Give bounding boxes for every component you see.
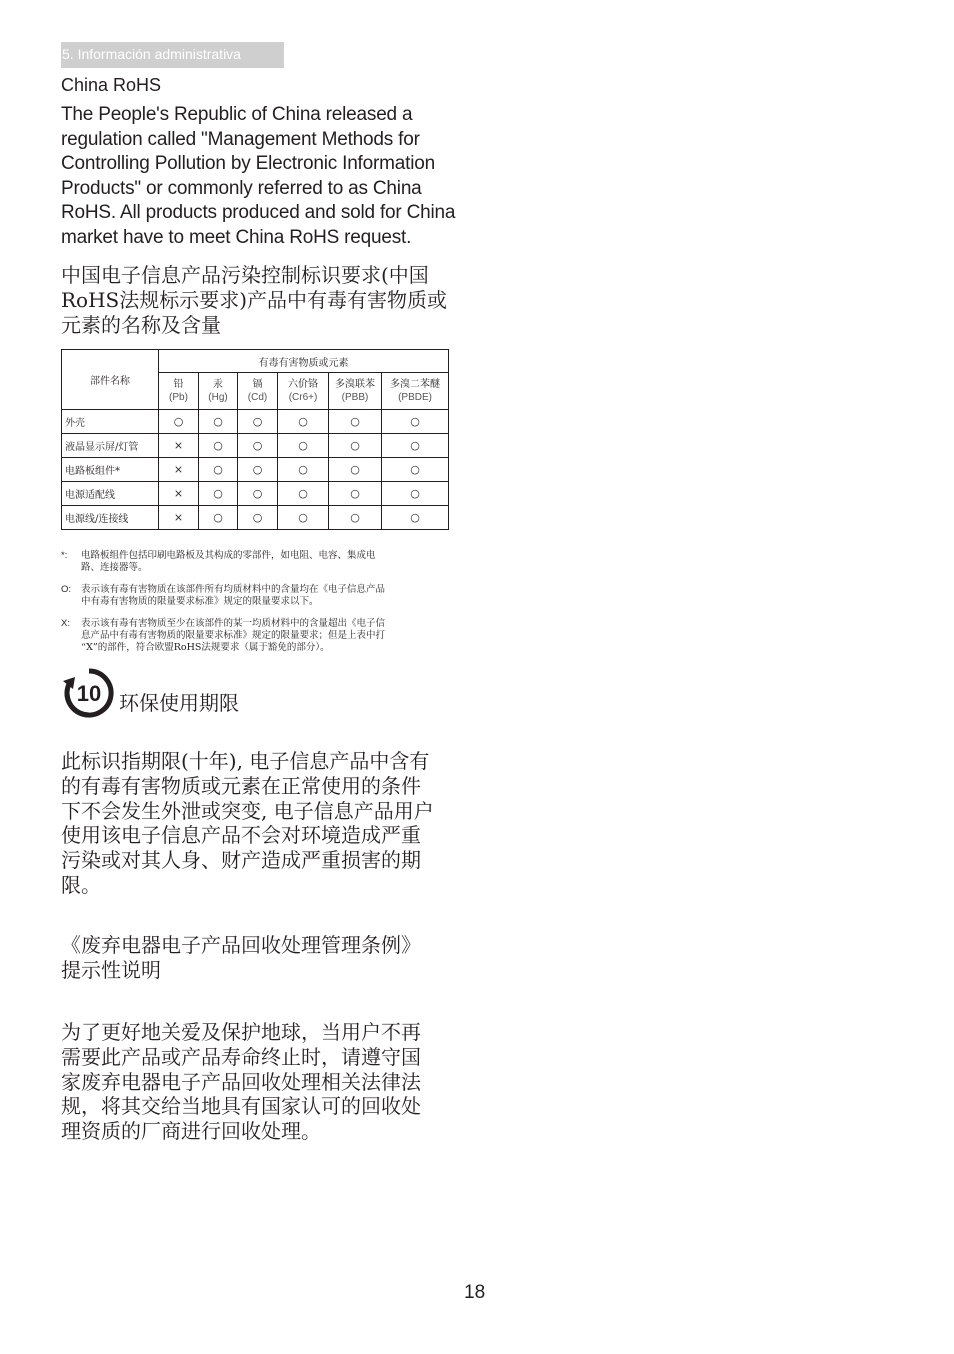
efup-logo bbox=[61, 667, 117, 719]
table-row bbox=[62, 482, 449, 506]
mark-cell: ○ bbox=[278, 434, 329, 458]
column-header bbox=[238, 373, 278, 410]
substance-name: 多溴联苯 bbox=[335, 379, 375, 390]
mark-cell: ○ bbox=[238, 458, 278, 482]
para-line: 此标识指期限(十年), 电子信息产品中含有 bbox=[61, 749, 430, 773]
para-line: 需要此产品或产品寿命终止时，请遵守国 bbox=[61, 1044, 421, 1069]
mark-cell: × bbox=[159, 458, 199, 482]
mark-cell: ○ bbox=[382, 458, 449, 482]
note-asterisk bbox=[61, 550, 451, 574]
mark-cell: ○ bbox=[329, 410, 382, 434]
heading-cn-line: RoHS法规标示要求)产品中有毒有害物质或 bbox=[61, 287, 448, 312]
note-line: 路、连接器等。 bbox=[81, 562, 148, 573]
intro-line: RoHS. All products produced and sold for China bbox=[61, 202, 456, 224]
note-text bbox=[81, 550, 376, 574]
part-cell: 液晶显示屏/灯管 bbox=[62, 434, 159, 458]
note-x bbox=[61, 618, 451, 654]
heading-cn-line: 元素的名称及含量 bbox=[61, 312, 221, 337]
subheading-china-rohs: China RoHS bbox=[61, 75, 162, 95]
note-key: X: bbox=[61, 618, 70, 629]
heading-cn-line: 中国电子信息产品污染控制标识要求(中国 bbox=[61, 263, 429, 287]
table-notes bbox=[61, 550, 451, 664]
intro-line: Controlling Pollution by Electronic Information bbox=[61, 153, 435, 175]
mark-cell: ○ bbox=[278, 410, 329, 434]
mark-cell: ○ bbox=[382, 482, 449, 506]
hazardous-substances-table bbox=[61, 349, 449, 530]
para-line: 为了更好地关爱及保护地球，当用户不再 bbox=[61, 1020, 421, 1044]
mark-cell: ○ bbox=[199, 434, 238, 458]
mark-cell: ○ bbox=[382, 506, 449, 530]
mark-cell: ○ bbox=[382, 434, 449, 458]
intro-paragraph-en bbox=[61, 103, 456, 251]
para-line: 使用该电子信息产品不会对环境造成严重 bbox=[61, 823, 421, 848]
note-line: 表示该有毒有害物质至少在该部件的某一均质材料中的含量超出《电子信 bbox=[81, 618, 386, 629]
page-number: 18 bbox=[464, 1282, 486, 1303]
mark-cell: ○ bbox=[278, 482, 329, 506]
note-text bbox=[81, 618, 385, 654]
note-text bbox=[81, 584, 385, 608]
note-line: 表示该有毒有害物质在该部件所有均质材料中的含量均在《电子信息产品 bbox=[81, 584, 386, 595]
mark-cell: ○ bbox=[278, 506, 329, 530]
section-tab: 5. Información administrativa bbox=[61, 42, 284, 68]
intro-line: Products" or commonly referred to as China bbox=[61, 177, 422, 199]
note-line: “X”的部件，符合欧盟RoHS法规要求（属于豁免的部分）。 bbox=[81, 642, 330, 653]
table-row bbox=[62, 458, 449, 482]
part-cell: 电源线/连接线 bbox=[62, 506, 159, 530]
intro-line: market have to meet China RoHS request. bbox=[61, 226, 412, 248]
part-name-header: 部件名称 bbox=[62, 350, 159, 410]
recycle-period-icon bbox=[61, 667, 117, 719]
mark-cell: ○ bbox=[329, 506, 382, 530]
mark-cell: ○ bbox=[329, 434, 382, 458]
weee-heading bbox=[61, 933, 453, 983]
efup-label: 环保使用期限 bbox=[119, 691, 239, 715]
mark-cell: ○ bbox=[329, 482, 382, 506]
column-header bbox=[199, 373, 238, 410]
substance-name: 镉 bbox=[252, 379, 263, 390]
mark-cell: ○ bbox=[278, 458, 329, 482]
efup-years: 10 bbox=[76, 681, 102, 706]
substance-name: 铅 bbox=[173, 379, 184, 390]
mark-cell: ○ bbox=[199, 482, 238, 506]
mark-cell: × bbox=[159, 482, 199, 506]
para-line: 下不会发生外泄或突变, 电子信息产品用户 bbox=[61, 798, 434, 823]
part-cell: 外壳 bbox=[62, 410, 159, 434]
para-line: 限。 bbox=[61, 872, 101, 897]
para-line: 提示性说明 bbox=[61, 957, 161, 982]
part-cell: 电路板组件* bbox=[62, 458, 159, 482]
mark-cell: ○ bbox=[238, 506, 278, 530]
mark-cell: × bbox=[159, 434, 199, 458]
efup-paragraph bbox=[61, 749, 453, 898]
substance-name: 汞 bbox=[213, 379, 223, 390]
mark-cell: ○ bbox=[382, 410, 449, 434]
part-cell: 电源适配线 bbox=[62, 482, 159, 506]
para-line: 规，将其交给当地具有国家认可的回收处 bbox=[61, 1094, 421, 1119]
note-line: 息产品中有毒有害物质的限量要求标准》规定的限量要求；但是上表中打 bbox=[81, 630, 386, 641]
substance-name: 多溴二苯醚 bbox=[390, 379, 441, 390]
substance-symbol: (Cr6+) bbox=[288, 392, 318, 403]
column-header bbox=[159, 373, 199, 410]
mark-cell: ○ bbox=[238, 482, 278, 506]
mark-cell: ○ bbox=[199, 506, 238, 530]
para-line: 理资质的厂商进行回收处理。 bbox=[61, 1119, 321, 1144]
column-header bbox=[382, 373, 449, 410]
substance-name: 六价铬 bbox=[288, 379, 318, 390]
note-o bbox=[61, 584, 451, 608]
mark-cell: ○ bbox=[238, 434, 278, 458]
mark-cell: ○ bbox=[238, 410, 278, 434]
heading-cn bbox=[61, 263, 453, 337]
para-line: 《废弃电器电子产品回收处理管理条例》 bbox=[61, 933, 421, 957]
table-row bbox=[62, 506, 449, 530]
note-key: O: bbox=[61, 584, 72, 595]
substance-symbol: (Cd) bbox=[247, 392, 268, 403]
table-row bbox=[62, 434, 449, 458]
note-line: 中有毒有害物质的限量要求标准》规定的限量要求以下。 bbox=[81, 596, 319, 607]
para-line: 污染或对其人身、财产造成严重损害的期 bbox=[61, 848, 421, 873]
mark-cell: ○ bbox=[199, 410, 238, 434]
note-line: 电路板组件包括印刷电路板及其构成的零部件，如电阻、电容、集成电 bbox=[81, 550, 376, 561]
mark-cell: ○ bbox=[159, 410, 199, 434]
substance-symbol: (Pb) bbox=[169, 392, 188, 403]
mark-cell: × bbox=[159, 506, 199, 530]
table-row bbox=[62, 410, 449, 434]
note-key: *: bbox=[61, 550, 68, 561]
substance-symbol: (Hg) bbox=[208, 392, 228, 403]
substance-symbol: (PBDE) bbox=[398, 392, 432, 403]
column-header bbox=[329, 373, 382, 410]
para-line: 家废弃电器电子产品回收处理相关法律法 bbox=[61, 1069, 421, 1094]
intro-line: regulation called "Management Methods for bbox=[61, 128, 420, 150]
para-line: 的有毒有害物质或元素在正常使用的条件 bbox=[61, 773, 421, 798]
intro-line: The People's Republic of China released a bbox=[61, 104, 413, 125]
recycling-paragraph bbox=[61, 1020, 453, 1144]
substance-symbol: (PBB) bbox=[341, 392, 369, 403]
mark-cell: ○ bbox=[329, 458, 382, 482]
column-header bbox=[278, 373, 329, 410]
substances-group-header: 有毒有害物质或元素 bbox=[159, 350, 449, 373]
mark-cell: ○ bbox=[199, 458, 238, 482]
